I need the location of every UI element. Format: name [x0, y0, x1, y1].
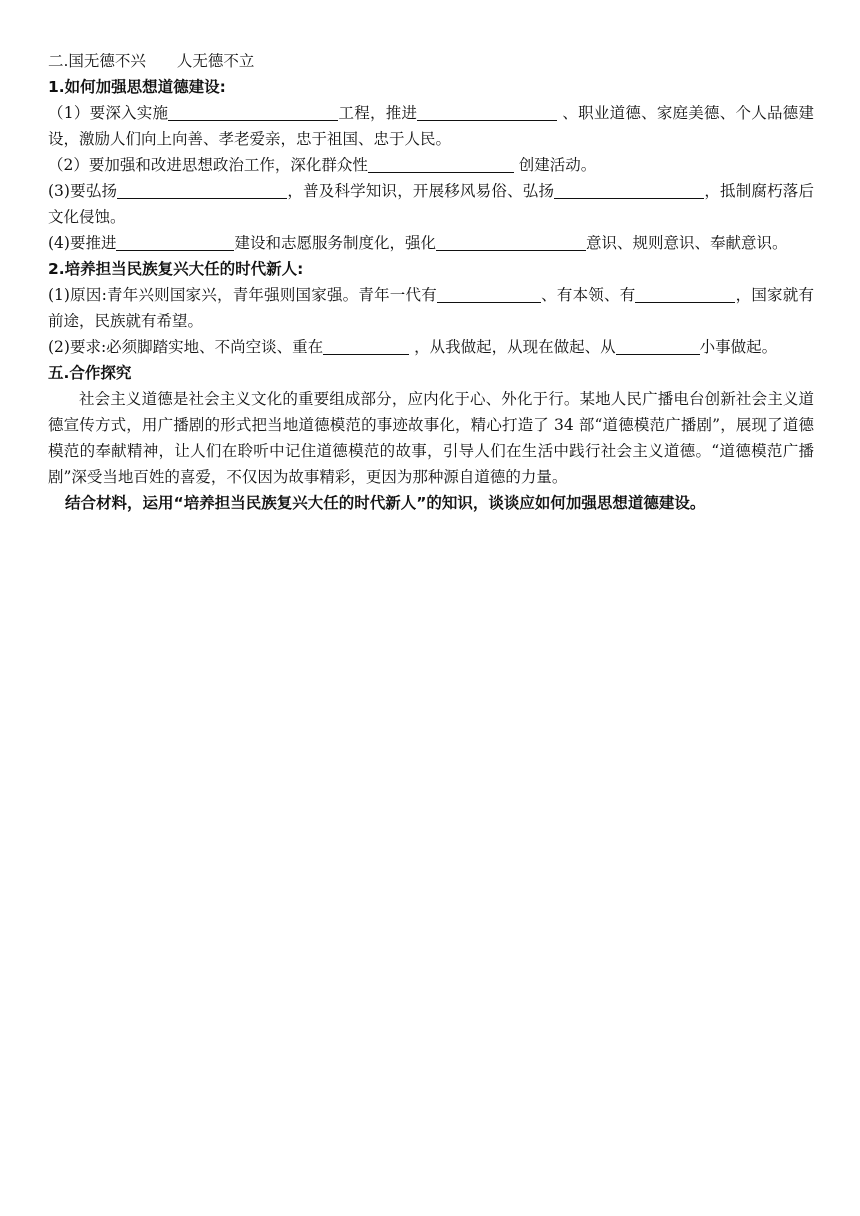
text: 工程，推进: [338, 104, 418, 122]
fill-blank[interactable]: [117, 181, 287, 199]
text: 创建活动。: [513, 156, 597, 174]
fill-blank[interactable]: [554, 181, 704, 199]
text: (2)要求:必须脚踏实地、不尚空谈、重在: [48, 338, 324, 356]
text: 意识、规则意识、奉献意识。: [585, 234, 788, 252]
question-1-title: 1.如何加强思想道德建设:: [48, 78, 226, 96]
section-5-title: 五.合作探究: [48, 364, 132, 382]
text: （1）要深入实施: [48, 104, 169, 122]
question-1-item-2: [48, 152, 814, 178]
text: ，抵制腐朽落后文化侵蚀。: [48, 182, 814, 226]
fill-blank[interactable]: [368, 155, 514, 173]
fill-blank[interactable]: [417, 103, 557, 121]
text: 小事做起。: [699, 338, 778, 356]
worksheet-page: [48, 48, 814, 516]
question-2-title: 2.培养担当民族复兴大任的时代新人:: [48, 260, 304, 278]
text: ，从我做起，从现在做起、从: [409, 338, 616, 356]
fill-blank[interactable]: [168, 103, 338, 121]
question-2-item-2: [48, 334, 814, 360]
fill-blank[interactable]: [323, 337, 409, 355]
question-1-item-4: [48, 230, 814, 256]
text: ，普及科学知识，开展移风易俗、弘扬: [287, 182, 555, 200]
fill-blank[interactable]: [116, 233, 234, 251]
question-1-item-1: [48, 100, 814, 152]
text: 建设和志愿服务制度化，强化: [234, 234, 436, 252]
text: (1)原因:青年兴则国家兴，青年强则国家强。青年一代有: [48, 286, 437, 304]
exploration-question: 结合材料，运用“培养担当民族复兴大任的时代新人”的知识，谈谈应如何加强思想道德建设。: [65, 494, 706, 512]
material-paragraph: 社会主义道德是社会主义文化的重要组成部分，应内化于心、外化于行。某地人民广播电台创新社会主义道德宣传方式，用广播剧的形式把当地道德模范的事迹故事化，精心打造了 34 部“道德模范广播剧”，展现了道德模范的奉献精神，让人们在聆听中记住道德模范的故事，引导人们在生活中践行社会主义道德。“道德模范广播剧”深受当地百姓的喜爱，不仅因为故事精彩，更因为那种源自道德的力量。: [48, 390, 814, 486]
question-2-item-1: [48, 282, 814, 334]
text: （2）要加强和改进思想政治工作，深化群众性: [48, 156, 368, 174]
section-2-title: 二.国无德不兴 人无德不立: [48, 52, 255, 70]
question-1-item-3: [48, 178, 814, 230]
text: ，国家就有前途，民族就有希望。: [48, 286, 814, 330]
text: (3)要弘扬: [48, 182, 118, 200]
text: (4)要推进: [48, 234, 117, 252]
fill-blank[interactable]: [635, 285, 735, 303]
fill-blank[interactable]: [436, 233, 586, 251]
text: 、有本领、有: [540, 286, 636, 304]
fill-blank[interactable]: [616, 337, 700, 355]
text: 、职业道德、家庭美德、个人品德建设，激励人们向上向善、孝老爱亲，忠于祖国、忠于人民。: [48, 104, 814, 148]
fill-blank[interactable]: [437, 285, 541, 303]
